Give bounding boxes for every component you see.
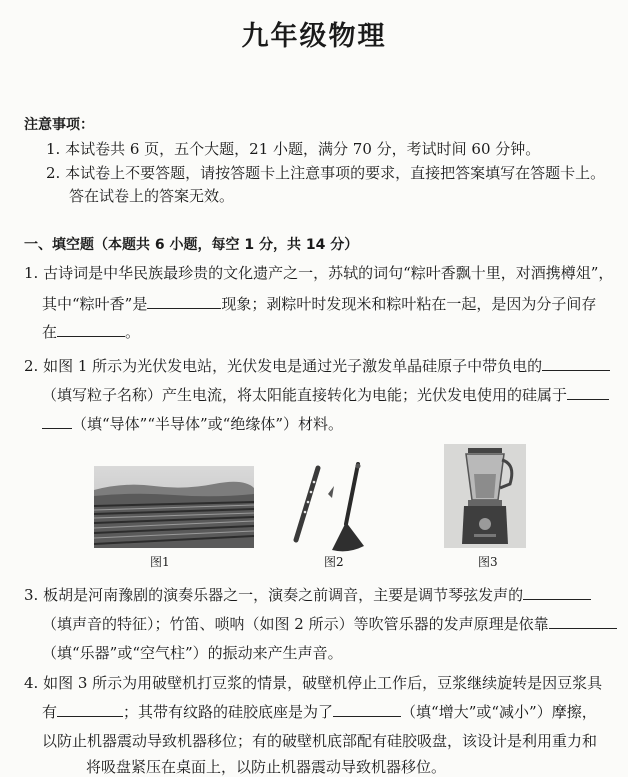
- question-2-text-b: （填写粒子名称）产生电流，将太阳能直接转化为电能；光伏发电使用的硅属于: [42, 386, 568, 404]
- page-title: 九年级物理: [241, 21, 387, 52]
- answer-blank: [57, 702, 123, 717]
- question-3-line-2: [42, 614, 617, 634]
- answer-blank: [567, 385, 609, 400]
- notice-item-2: 2. 本试卷上不要答题，请按答题卡上注意事项的要求，直接把答案填写在答题卡上。: [46, 164, 606, 182]
- question-2-line-3: [42, 414, 343, 434]
- question-4-line-1: 4. 如图 3 所示为用破壁机打豆浆的情景，破壁机停止工作后，豆浆继续旋转是因豆浆具: [24, 674, 603, 692]
- notice-item-1: 1. 本试卷共 6 页，五个大题，21 小题，满分 70 分，考试时间 60 分钟。: [46, 140, 541, 158]
- figure-1-solar-station: [94, 466, 254, 548]
- answer-blank: [57, 322, 125, 337]
- section-heading: 一、填空题（本题共 6 小题，每空 1 分，共 14 分）: [24, 237, 359, 253]
- question-1-line-2: [42, 294, 596, 314]
- question-4-text-c: （填“增大”或“减小”）摩擦，: [401, 703, 597, 721]
- figure-1-caption: 图1: [150, 555, 170, 569]
- answer-blank: [523, 585, 591, 600]
- question-1-text-d: 。: [125, 323, 141, 341]
- question-1-text-c: 在: [42, 323, 58, 341]
- question-4-text-a: 有: [42, 703, 58, 721]
- question-1-line-3: [42, 322, 140, 342]
- question-2-text-c: （填“导体”“半导体”或“绝缘体”）材料。: [72, 415, 344, 433]
- question-4-text-b: ；其带有纹路的硅胶底座是为了: [123, 703, 334, 721]
- figure-2-instruments: [288, 458, 386, 554]
- answer-blank: [542, 356, 610, 371]
- question-2-text-a: 2. 如图 1 所示为光伏发电站，光伏发电是通过光子激发单晶硅原子中带负电的: [24, 357, 543, 375]
- answer-blank: [147, 294, 221, 309]
- answer-blank: [549, 614, 617, 629]
- question-1-line-1: 1. 古诗词是中华民族最珍贵的文化遗产之一，苏轼的词句“粽叶香飘十里，对酒携樽俎”，: [24, 264, 614, 282]
- question-4-line-4: 将吸盘紧压在桌面上，以防止机器震动导致机器移位。: [86, 758, 447, 776]
- notice-item-2-cont: 答在试卷上的答案无效。: [69, 187, 235, 205]
- question-3-text-b: （填声音的特征）；竹笛、唢呐（如图 2 所示）等吹管乐器的发声原理是依靠: [42, 615, 549, 633]
- question-3-line-1: [24, 585, 591, 605]
- question-1-text-b: 现象；剥粽叶时发现米和粽叶粘在一起，是因为分子间存: [221, 295, 597, 313]
- question-3-line-3: （填“乐器”或“空气柱”）的振动来产生声音。: [42, 644, 343, 662]
- question-2-line-2: [42, 385, 609, 405]
- figure-2-caption: 图2: [324, 555, 344, 569]
- figure-3-blender: [444, 444, 526, 548]
- answer-blank: [333, 702, 401, 717]
- question-4-line-2: [42, 702, 597, 722]
- question-1-text-a: 其中“粽叶香”是: [42, 295, 148, 313]
- figure-3-caption: 图3: [478, 555, 498, 569]
- question-3-text-a: 3. 板胡是河南豫剧的演奏乐器之一，演奏之前调音，主要是调节琴弦发声的: [24, 586, 524, 604]
- notice-heading: 注意事项：: [24, 117, 94, 133]
- answer-blank: [42, 414, 72, 429]
- question-2-line-1: [24, 356, 610, 376]
- question-4-line-3: 以防止机器震动导致机器移位；有的破壁机底部配有硅胶吸盘，该设计是利用重力和: [42, 732, 598, 750]
